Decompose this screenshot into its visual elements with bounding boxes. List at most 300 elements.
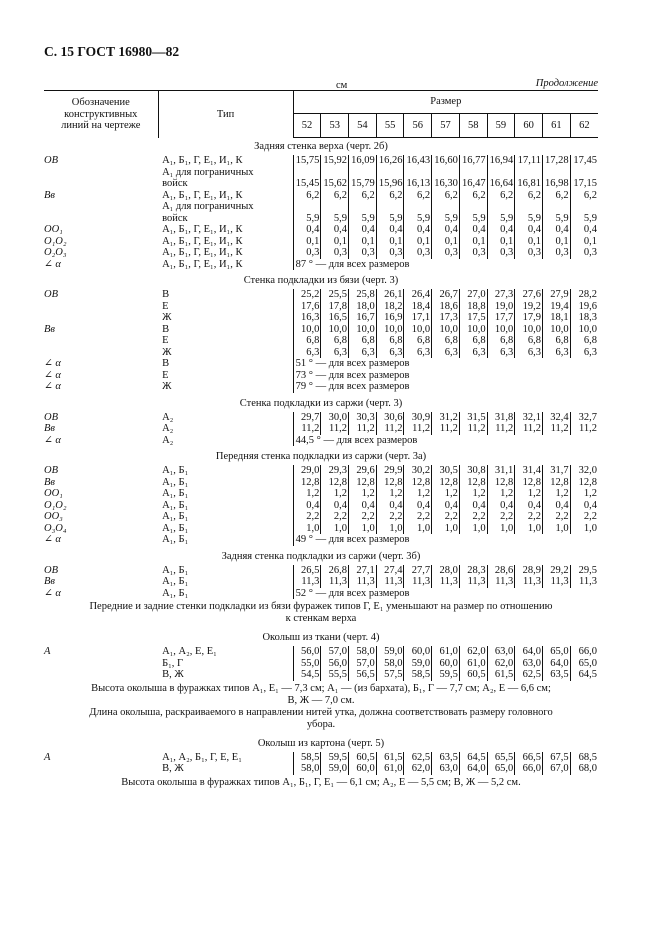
value-cell: 18,6 xyxy=(432,301,460,313)
value-cell: 6,3 xyxy=(487,347,515,359)
designation-cell: ОВ xyxy=(44,411,58,423)
value-cell: 0,1 xyxy=(542,236,570,248)
type-cell: Е xyxy=(158,335,293,347)
value-cell: 5,9 xyxy=(349,213,377,225)
value-cell: 6,2 xyxy=(515,190,543,202)
value-cell: 66,0 xyxy=(515,763,543,775)
value-cell: 2,2 xyxy=(376,511,404,523)
value-cell: 10,0 xyxy=(321,324,349,336)
value-cell: 0,4 xyxy=(376,224,404,236)
value-cell: 5,9 xyxy=(542,213,570,225)
table-row xyxy=(44,167,598,179)
value-cell: 1,2 xyxy=(515,488,543,500)
value-cell: 0,4 xyxy=(583,499,597,511)
page-title: С. 15 ГОСТ 16980—82 xyxy=(44,44,180,59)
value-cell: 11,2 xyxy=(542,423,570,435)
value-cell: 1,2 xyxy=(583,488,597,499)
table-row xyxy=(44,523,598,535)
value-cell: 68,5 xyxy=(578,751,597,763)
type-cell: А₁, Б₁ xyxy=(158,576,293,588)
table-row xyxy=(44,301,598,313)
designation-cell xyxy=(44,167,158,179)
value-cell: 6,2 xyxy=(542,190,570,202)
value-cell: 0,3 xyxy=(293,247,321,259)
value-cell: 10,0 xyxy=(459,324,487,336)
value-cell: 16,09 xyxy=(349,155,377,167)
value-cell: 6,3 xyxy=(349,347,377,359)
value-cell: 16,7 xyxy=(349,312,377,324)
value-cell: 6,2 xyxy=(349,190,377,202)
value-cell: 16,5 xyxy=(321,312,349,324)
value-cell: 12,8 xyxy=(376,477,404,489)
type-cell: А₁, Б₁, Г, Е₁, И₁, К xyxy=(158,247,293,259)
value-cell: 0,4 xyxy=(321,500,349,512)
value-cell: 1,0 xyxy=(515,523,543,535)
value-cell: 0,4 xyxy=(376,500,404,512)
value-cell: 0,4 xyxy=(459,500,487,512)
type-cell: А₁, Б₁, Г, Е₁, И₁, К xyxy=(158,259,293,271)
value-cell: 11,3 xyxy=(542,576,570,588)
value-cell: 1,2 xyxy=(321,488,349,500)
value-cell xyxy=(487,167,515,179)
value-cell: 12,8 xyxy=(542,477,570,489)
type-cell: войск xyxy=(158,178,293,190)
table-row xyxy=(44,565,598,577)
value-cell: 0,4 xyxy=(349,224,377,236)
value-cell: 1,2 xyxy=(542,488,570,500)
table-row xyxy=(44,247,598,259)
size-table-body xyxy=(44,91,598,791)
designation-cell: Вв xyxy=(44,423,55,434)
value-cell: 1,0 xyxy=(583,522,597,534)
type-cell: А₁, Б₁ xyxy=(158,465,293,477)
value-cell: 56,0 xyxy=(293,646,321,658)
value-cell: 12,8 xyxy=(487,477,515,489)
type-cell: А₁, Б₁ xyxy=(158,565,293,577)
value-cell: 31,4 xyxy=(515,465,543,477)
designation-cell: ∠ α xyxy=(44,381,61,392)
value-cell: 30,9 xyxy=(404,412,432,424)
designation-cell: ОО₁ xyxy=(44,224,63,235)
value-cell: 12,8 xyxy=(578,476,597,488)
table-row xyxy=(44,312,598,324)
value-cell: 11,3 xyxy=(432,576,460,588)
value-cell: 32,4 xyxy=(542,412,570,424)
value-cell: 15,79 xyxy=(349,178,377,190)
value-cell: 17,3 xyxy=(432,312,460,324)
section-title: Околыш из картона (черт. 5) xyxy=(257,737,385,749)
value-cell: 6,3 xyxy=(321,347,349,359)
value-cell: 1,0 xyxy=(404,523,432,535)
section-title: Стенка подкладки из бязи (черт. 3) xyxy=(243,275,399,286)
value-cell: 1,0 xyxy=(349,523,377,535)
value-cell: 0,3 xyxy=(583,247,597,258)
value-cell: 1,2 xyxy=(459,488,487,500)
value-cell: 11,2 xyxy=(349,423,377,435)
value-cell: 6,8 xyxy=(459,335,487,347)
table-row xyxy=(44,178,598,190)
value-cell: 0,4 xyxy=(404,500,432,512)
value-cell: 26,7 xyxy=(432,289,460,301)
value-cell: 6,8 xyxy=(321,335,349,347)
value-cell: 6,3 xyxy=(583,346,597,358)
header-row xyxy=(44,91,598,114)
type-cell: А₁, Б₁, Г, Е₁, И₁, К xyxy=(158,190,293,202)
designation-cell: О₁О₂ xyxy=(44,235,67,247)
value-cell: 6,8 xyxy=(487,335,515,347)
value-cell: 28,3 xyxy=(459,565,487,577)
type-cell: А₁, Б₁ xyxy=(158,500,293,512)
designation-cell xyxy=(44,658,158,670)
value-cell xyxy=(293,201,321,213)
value-cell: 55,0 xyxy=(293,658,321,670)
table-row xyxy=(44,381,598,393)
value-cell: 67,5 xyxy=(542,752,570,764)
value-cell: 59,5 xyxy=(321,752,349,764)
value-cell: 0,1 xyxy=(583,235,597,247)
type-cell: В, Ж xyxy=(158,669,293,681)
value-cell: 16,43 xyxy=(404,155,432,167)
type-cell: А₁, А₂, Б₁, Г, Е, Е₁ xyxy=(158,752,293,764)
value-cell: 62,0 xyxy=(487,658,515,670)
value-cell: 11,2 xyxy=(579,423,597,434)
value-cell: 29,7 xyxy=(293,412,321,424)
designation-cell: О₃О₄ xyxy=(44,522,67,534)
value-cell: 0,3 xyxy=(542,247,570,259)
value-cell: 0,3 xyxy=(432,247,460,259)
type-cell: А₁ для пограничных xyxy=(158,167,293,179)
header-size-55: 55 xyxy=(376,114,404,138)
value-cell: 28,2 xyxy=(578,289,597,300)
value-cell: 0,4 xyxy=(432,224,460,236)
value-cell: 18,3 xyxy=(578,312,597,323)
value-cell: 60,0 xyxy=(432,658,460,670)
value-cell: 2,2 xyxy=(515,511,543,523)
designation-cell xyxy=(44,178,158,190)
value-cell: 0,1 xyxy=(515,236,543,248)
header-size: Размер xyxy=(293,91,598,114)
value-cell: 58,5 xyxy=(293,752,321,764)
value-cell: 26,5 xyxy=(293,565,321,577)
value-cell: 64,5 xyxy=(578,669,597,680)
section-title-row xyxy=(44,546,598,565)
value-cell: 6,8 xyxy=(376,335,404,347)
value-cell xyxy=(570,201,598,213)
value-cell: 2,2 xyxy=(459,511,487,523)
type-cell: А₁, А₂, Е, Е₁ xyxy=(158,646,293,658)
value-cell xyxy=(487,201,515,213)
value-cell: 10,0 xyxy=(349,324,377,336)
table-row xyxy=(44,500,598,512)
section-title: Задняя стенка верха (черт. 2б) xyxy=(254,141,388,152)
designation-cell: Вв xyxy=(44,576,55,587)
value-cell: 0,4 xyxy=(542,500,570,512)
header-size-57: 57 xyxy=(432,114,460,138)
value-cell: 29,0 xyxy=(293,465,321,477)
type-cell: А₁, Б₁, Г, Е₁, И₁, К xyxy=(158,155,293,167)
value-cell: 12,8 xyxy=(349,477,377,489)
value-cell: 27,0 xyxy=(459,289,487,301)
value-cell: 61,5 xyxy=(487,669,515,681)
value-cell xyxy=(432,201,460,213)
value-cell: 57,0 xyxy=(349,658,377,670)
value-cell: 16,98 xyxy=(542,178,570,190)
value-cell: 12,8 xyxy=(321,477,349,489)
all-sizes-note: 87 ° — для всех размеров xyxy=(295,258,410,270)
value-cell: 63,5 xyxy=(542,669,570,681)
value-cell: 6,3 xyxy=(542,347,570,359)
note-text: Длина околыша, раскраиваемого в направлении нитей утка, должна соответствовать размеру головного xyxy=(89,706,553,718)
value-cell: 1,0 xyxy=(293,523,321,535)
value-cell: 57,5 xyxy=(376,669,404,681)
header-size-59: 59 xyxy=(487,114,515,138)
designation-cell xyxy=(44,312,158,324)
value-cell: 0,1 xyxy=(321,236,349,248)
note-text: убора. xyxy=(306,718,336,730)
value-cell: 1,0 xyxy=(542,523,570,535)
value-cell: 1,0 xyxy=(376,523,404,535)
type-cell: В xyxy=(158,324,293,336)
value-cell: 17,45 xyxy=(573,155,597,166)
table-row xyxy=(44,752,598,764)
type-cell: Ж xyxy=(158,312,293,324)
table-row xyxy=(44,658,598,670)
value-cell: 63,5 xyxy=(432,752,460,764)
value-cell: 5,9 xyxy=(376,213,404,225)
header-designation-line: Обозначение xyxy=(71,97,130,108)
table-row xyxy=(44,213,598,225)
designation-cell: Вв xyxy=(44,476,55,488)
table-row xyxy=(44,477,598,489)
note-row xyxy=(44,599,598,613)
table-row xyxy=(44,465,598,477)
value-cell: 0,1 xyxy=(349,236,377,248)
value-cell: 6,3 xyxy=(293,347,321,359)
note-row xyxy=(44,613,598,627)
value-cell: 10,0 xyxy=(376,324,404,336)
value-cell: 17,1 xyxy=(404,312,432,324)
value-cell: 11,2 xyxy=(432,423,460,435)
all-sizes-note: 49 ° — для всех размеров xyxy=(295,534,410,545)
value-cell: 57,0 xyxy=(321,646,349,658)
type-cell: войск xyxy=(158,213,293,225)
header-size-53: 53 xyxy=(321,114,349,138)
value-cell: 6,8 xyxy=(404,335,432,347)
type-cell: Б₁, Г xyxy=(158,658,293,670)
value-cell: 11,3 xyxy=(293,576,321,588)
header-designation xyxy=(44,91,158,138)
designation-cell: ОВ xyxy=(44,289,58,300)
value-cell: 11,2 xyxy=(404,423,432,435)
header-size-52: 52 xyxy=(293,114,321,138)
value-cell: 66,0 xyxy=(578,646,597,657)
value-cell: 11,2 xyxy=(459,423,487,435)
value-cell: 16,26 xyxy=(376,155,404,167)
value-cell: 61,0 xyxy=(376,763,404,775)
value-cell: 12,8 xyxy=(293,477,321,489)
value-cell: 6,8 xyxy=(583,335,597,346)
value-cell: 15,92 xyxy=(321,155,349,167)
value-cell: 56,0 xyxy=(321,658,349,670)
all-sizes-note: 44,5 ° — для всех размеров xyxy=(295,434,418,446)
all-sizes-note: 51 ° — для всех размеров xyxy=(295,358,410,369)
value-cell: 10,0 xyxy=(515,324,543,336)
value-cell: 0,1 xyxy=(459,236,487,248)
value-cell: 62,5 xyxy=(404,752,432,764)
value-cell: 18,0 xyxy=(349,301,377,313)
value-cell: 0,4 xyxy=(487,500,515,512)
value-cell: 16,30 xyxy=(432,178,460,190)
value-cell: 56,5 xyxy=(349,669,377,681)
value-cell: 31,5 xyxy=(459,412,487,424)
value-cell: 17,8 xyxy=(321,301,349,313)
value-cell: 64,5 xyxy=(459,752,487,764)
all-sizes-note: 52 ° — для всех размеров xyxy=(295,587,410,599)
type-cell: В xyxy=(158,358,293,370)
designation-cell: ∠ α xyxy=(44,369,61,381)
value-cell: 5,9 xyxy=(404,213,432,225)
value-cell: 5,9 xyxy=(583,212,597,224)
value-cell: 64,0 xyxy=(459,763,487,775)
value-cell: 27,4 xyxy=(376,565,404,577)
note-text: к стенкам верха xyxy=(285,613,357,624)
value-cell: 10,0 xyxy=(404,324,432,336)
value-cell: 11,2 xyxy=(321,423,349,435)
table-row xyxy=(44,412,598,424)
value-cell: 29,2 xyxy=(542,565,570,577)
continuation-label: Продолжение xyxy=(535,78,598,89)
value-cell: 62,0 xyxy=(459,646,487,658)
type-cell: А₁, Б₁ xyxy=(158,523,293,535)
designation-cell: ОО₁ xyxy=(44,488,63,499)
value-cell: 2,2 xyxy=(432,511,460,523)
value-cell: 0,4 xyxy=(404,224,432,236)
value-cell: 26,8 xyxy=(321,565,349,577)
value-cell: 58,0 xyxy=(349,646,377,658)
value-cell: 59,5 xyxy=(432,669,460,681)
section-title-row xyxy=(44,138,598,156)
value-cell: 16,81 xyxy=(515,178,543,190)
value-cell: 17,28 xyxy=(542,155,570,167)
value-cell: 16,60 xyxy=(432,155,460,167)
table-row xyxy=(44,423,598,435)
designation-cell: ОВ xyxy=(44,465,58,476)
value-cell: 55,5 xyxy=(321,669,349,681)
value-cell: 66,5 xyxy=(515,752,543,764)
header-size-60: 60 xyxy=(515,114,543,138)
value-cell: 6,8 xyxy=(293,335,321,347)
designation-cell: ∠ α xyxy=(44,434,61,446)
value-cell: 65,0 xyxy=(578,657,597,669)
value-cell: 18,4 xyxy=(404,301,432,313)
section-title-row xyxy=(44,270,598,289)
value-cell: 10,0 xyxy=(293,324,321,336)
value-cell: 30,3 xyxy=(349,412,377,424)
value-cell: 11,2 xyxy=(515,423,543,435)
header-size-56: 56 xyxy=(404,114,432,138)
value-cell: 62,5 xyxy=(515,669,543,681)
value-cell: 30,2 xyxy=(404,465,432,477)
value-cell: 15,75 xyxy=(293,155,321,167)
table-row xyxy=(44,335,598,347)
value-cell: 0,4 xyxy=(515,224,543,236)
value-cell: 11,3 xyxy=(321,576,349,588)
type-cell: Ж xyxy=(158,347,293,359)
value-cell: 19,0 xyxy=(487,301,515,313)
section-title-row xyxy=(44,733,598,752)
value-cell: 0,3 xyxy=(515,247,543,259)
value-cell: 25,2 xyxy=(293,289,321,301)
table-row xyxy=(44,190,598,202)
value-cell: 0,3 xyxy=(349,247,377,259)
value-cell: 0,4 xyxy=(542,224,570,236)
value-cell: 59,0 xyxy=(376,646,404,658)
table-row xyxy=(44,201,598,213)
value-cell xyxy=(515,201,543,213)
designation-cell: Вв xyxy=(44,189,55,201)
value-cell: 17,15 xyxy=(573,178,597,189)
table-row xyxy=(44,488,598,500)
header-designation-line: конструктивных xyxy=(64,108,138,120)
value-cell: 60,0 xyxy=(404,646,432,658)
designation-cell: А xyxy=(44,751,51,763)
value-cell: 19,4 xyxy=(542,301,570,313)
value-cell: 12,8 xyxy=(459,477,487,489)
value-cell: 2,2 xyxy=(321,511,349,523)
value-cell xyxy=(293,167,321,179)
value-cell: 0,3 xyxy=(321,247,349,259)
value-cell: 58,0 xyxy=(293,763,321,775)
all-sizes-note: 73 ° — для всех размеров xyxy=(295,369,410,381)
value-cell: 1,0 xyxy=(459,523,487,535)
value-cell: 59,0 xyxy=(404,658,432,670)
value-cell: 59,0 xyxy=(321,763,349,775)
value-cell: 1,2 xyxy=(432,488,460,500)
value-cell: 6,3 xyxy=(404,347,432,359)
value-cell xyxy=(404,167,432,179)
value-cell: 2,2 xyxy=(542,511,570,523)
value-cell: 18,2 xyxy=(376,301,404,313)
value-cell: 6,2 xyxy=(583,189,597,201)
value-cell: 2,2 xyxy=(349,511,377,523)
value-cell: 6,2 xyxy=(321,190,349,202)
value-cell xyxy=(376,201,404,213)
designation-cell xyxy=(44,213,158,225)
value-cell: 26,4 xyxy=(404,289,432,301)
value-cell: 29,5 xyxy=(578,564,597,576)
value-cell: 27,9 xyxy=(542,289,570,301)
value-cell: 0,4 xyxy=(432,500,460,512)
value-cell: 5,9 xyxy=(432,213,460,225)
note-row xyxy=(44,707,598,719)
value-cell: 32,1 xyxy=(515,412,543,424)
value-cell: 31,7 xyxy=(542,465,570,477)
type-cell: А₁ для пограничных xyxy=(158,201,293,213)
value-cell: 1,2 xyxy=(293,488,321,500)
value-cell xyxy=(321,201,349,213)
value-cell: 63,0 xyxy=(432,763,460,775)
note-text: В, Ж — 7,0 см. xyxy=(287,694,355,706)
designation-cell xyxy=(44,201,158,213)
value-cell: 27,1 xyxy=(349,565,377,577)
value-cell: 10,0 xyxy=(487,324,515,336)
value-cell xyxy=(321,167,349,179)
value-cell: 29,6 xyxy=(349,465,377,477)
value-cell: 11,3 xyxy=(579,576,597,587)
value-cell: 1,2 xyxy=(487,488,515,500)
designation-cell xyxy=(44,301,158,313)
value-cell: 11,3 xyxy=(376,576,404,588)
